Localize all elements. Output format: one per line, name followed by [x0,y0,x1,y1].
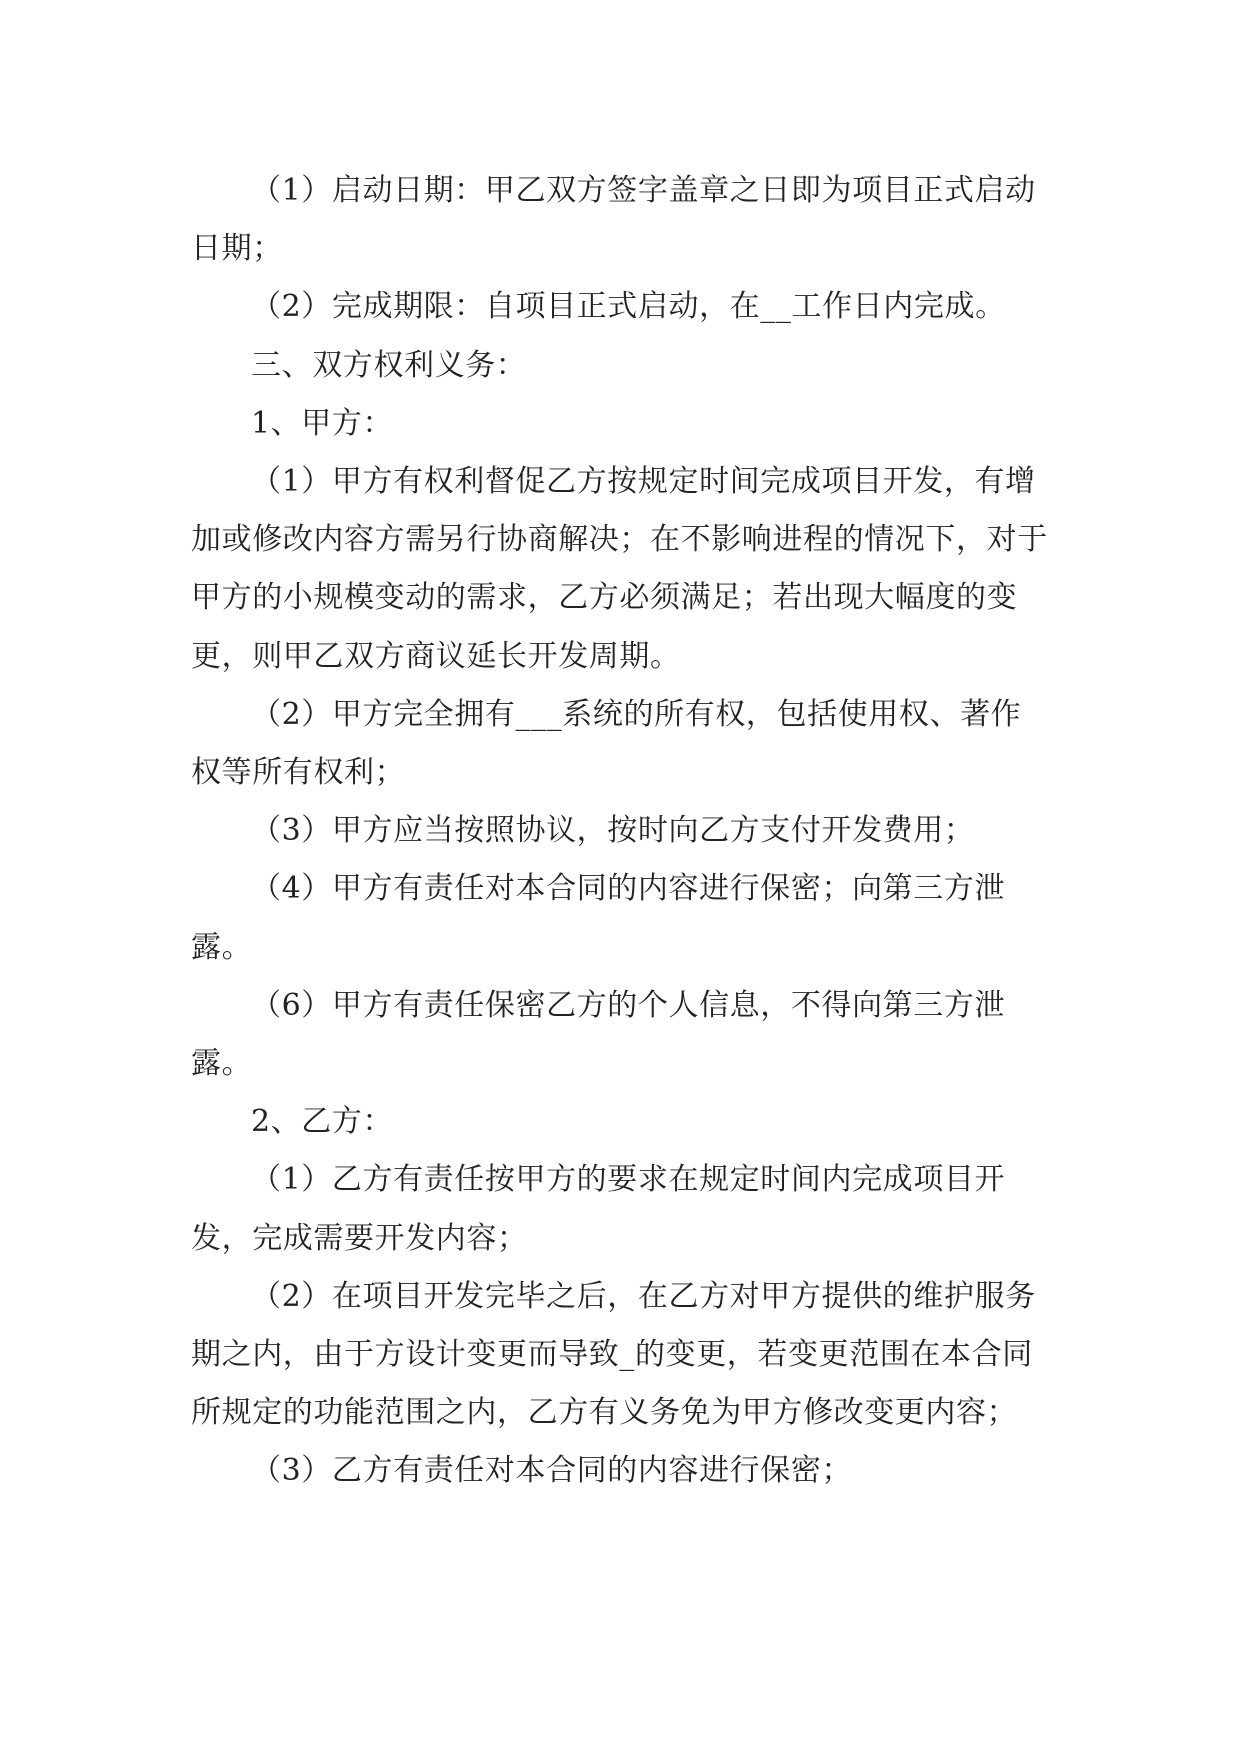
paragraph-party-a-1: （1）甲方有权利督促乙方按规定时间完成项目开发，有增加或修改内容方需另行协商解决；在不影响进程的情况下，对于甲方的小规模变动的需求，乙方必须满足；若出现大幅度的变更，则甲乙双方商议延长开发周期。 [191,464,1048,674]
paragraph-party-a-2: （2）甲方完全拥有___系统的所有权，包括使用权、著作权等所有权利； [191,696,1022,791]
paragraph-party-b-2: （2）在项目开发完毕之后，在乙方对甲方提供的维护服务期之内，由于方设计变更而导致_的变更，若变更范围在本合同所规定的功能范围之内，乙方有义务免为甲方修改变更内容； [191,1278,1036,1431]
contract-body [191,162,1051,1501]
subheading-party-b: 2、乙方： [251,1104,394,1140]
paragraph-party-a-4: （4）甲方有责任对本合同的内容进行保密；向第三方泄露。 [191,871,1006,965]
paragraph-party-b-1: （1）乙方有责任按甲方的要求在规定时间内完成项目开发，完成需要开发内容； [191,1162,1006,1256]
paragraph-party-b-3: （3）乙方有责任对本合同的内容进行保密； [251,1453,853,1489]
paragraph-party-a-6: （6）甲方有责任保密乙方的个人信息，不得向第三方泄露。 [191,987,1006,1082]
section-heading-rights-obligations: 三、双方权利义务： [251,347,527,383]
paragraph-party-a-3: （3）甲方应当按照协议，按时向乙方支付开发费用； [251,813,975,849]
paragraph-start-date: （1）启动日期：甲乙双方签字盖章之日即为项目正式启动日期； [191,173,1036,267]
paragraph-deadline: （2）完成期限：自项目正式启动，在__工作日内完成。 [251,289,1006,325]
subheading-party-a: 1、甲方： [251,405,394,441]
